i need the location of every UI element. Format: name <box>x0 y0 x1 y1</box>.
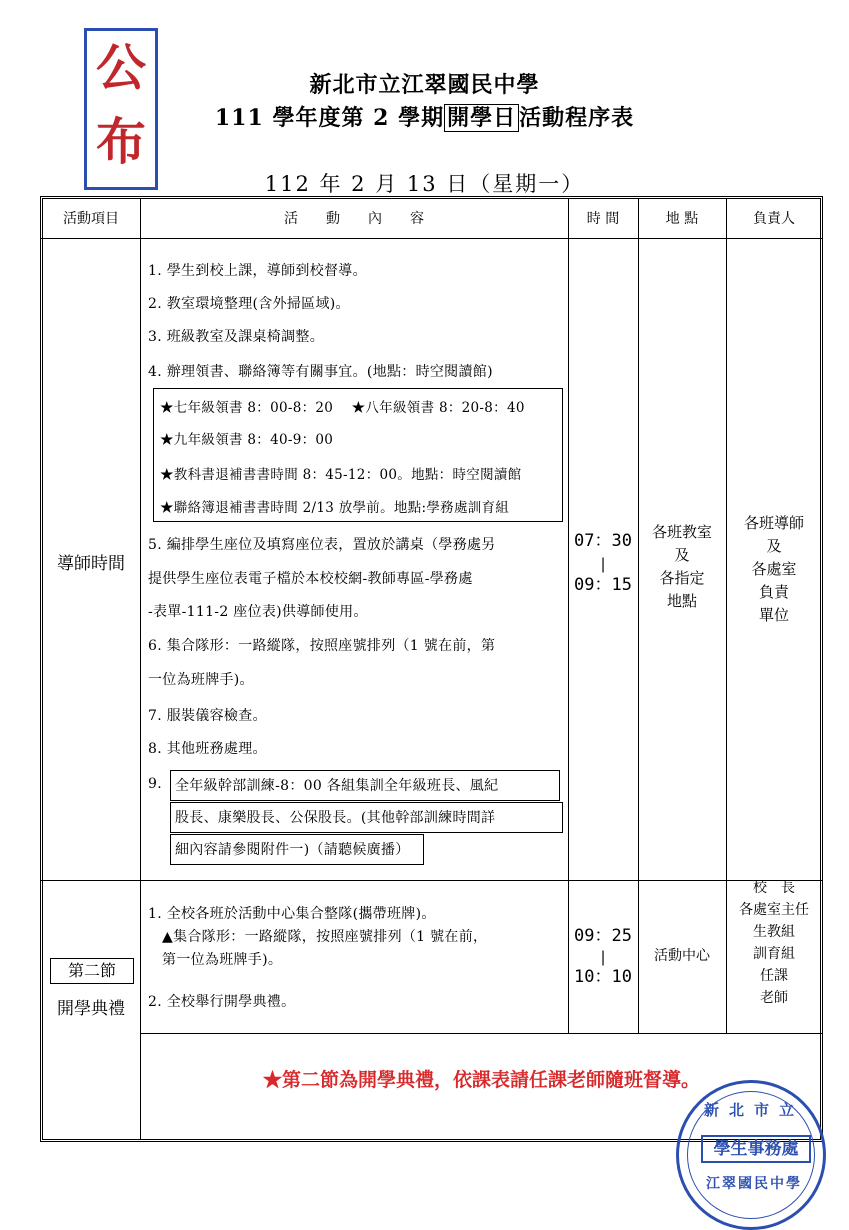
footer-note: ★第二節為開學典禮，依課表請任課老師隨班督導。 <box>262 1069 700 1091</box>
note-divider <box>140 1033 822 1034</box>
list-item-number: 9. <box>148 776 162 792</box>
list-item: 7. 服裝儀容檢查。 <box>148 708 267 724</box>
training-line: 細內容請參閱附件一)（請聽候廣播） <box>175 842 410 858</box>
list-item: 1. 全校各班於活動中心集合整隊(攜帶班牌)。 <box>148 906 436 922</box>
section2-place: 活動中心 <box>654 948 710 964</box>
section1-person <box>726 512 822 627</box>
person-line: 訓育組 <box>753 946 795 962</box>
list-item: 6. 集合隊形：一路縱隊，按照座號排列（1 號在前，第 <box>148 638 496 654</box>
school-title: 新北市立江翠國民中學 <box>309 72 540 98</box>
training-line: 全年級幹部訓練-8：00 各組集訓全年級班長、風紀 <box>175 778 499 794</box>
book-schedule-line: ★聯絡簿退補書書時間 2/13 放學前。地點:學務處訓育組 <box>160 500 510 516</box>
column-line-1 <box>140 199 141 1139</box>
section2-time-separator: | <box>600 948 606 966</box>
section2-name: 開學典禮 <box>57 999 125 1019</box>
list-item: 5. 編排學生座位及填寫座位表，置放於講桌（學務處另 <box>148 537 496 553</box>
person-line: 各處室 <box>751 560 797 578</box>
list-item: 2. 教室環境整理(含外掃區域)。 <box>148 296 350 312</box>
person-line: 老師 <box>760 990 788 1006</box>
seal-middle-text: 學生事務處 <box>701 1135 811 1163</box>
book-schedule-line: ★九年級領書 8：40-9：00 <box>160 432 334 448</box>
person-line: 負責 <box>758 583 789 601</box>
column-line-3 <box>638 199 639 1033</box>
list-item: ▲集合隊形：一路縱隊，按照座號排列（1 號在前， <box>162 929 488 945</box>
header-place: 地 點 <box>665 211 699 227</box>
person-line: 各班導師 <box>743 514 804 532</box>
event-date: 112 年 2 月 13 日（星期一） <box>264 172 585 196</box>
column-line-2 <box>568 199 569 1033</box>
section1-place <box>638 521 726 613</box>
section-divider <box>41 880 822 881</box>
book-schedule-line: ★七年級領書 8：00-8：20 ★八年級領書 8：20-8：40 <box>160 400 525 416</box>
header-content: 活 動 內 容 <box>284 211 424 227</box>
seal-top-text: 新北市立 <box>703 1101 804 1119</box>
list-item: 第一位為班牌手)。 <box>162 952 283 968</box>
person-line: 校 長 <box>753 880 795 896</box>
person-line: 各處室主任 <box>739 902 809 918</box>
title-prefix: 111 學年度第 2 學期 <box>214 105 445 131</box>
section2-person <box>726 877 822 1009</box>
office-seal <box>676 1080 826 1230</box>
place-line: 各指定 <box>659 569 705 587</box>
document-title <box>0 101 849 132</box>
section1-time-separator: | <box>600 555 606 573</box>
person-line: 及 <box>766 537 782 555</box>
place-line: 地點 <box>666 592 697 610</box>
place-line: 及 <box>674 546 690 564</box>
section2-time-end: 10：10 <box>574 967 632 987</box>
title-suffix: 活動程序表 <box>519 105 635 131</box>
section1-time-start: 07：30 <box>574 531 632 551</box>
seal-bottom-text: 江翠國民中學 <box>706 1176 802 1192</box>
book-schedule-line: ★教科書退補書書時間 8：45-12：00。地點：時空閱讀館 <box>160 467 522 483</box>
section2-time-start: 09：25 <box>574 926 632 946</box>
section2-boxed-name: 第二節 <box>50 958 134 984</box>
stamp-char-2: 布 <box>96 112 146 171</box>
list-item: 8. 其他班務處理。 <box>148 741 267 757</box>
person-line: 單位 <box>758 606 789 624</box>
title-boxed-word: 開學日 <box>444 104 519 132</box>
list-item: 4. 辦理領書、聯絡簿等有關事宜。(地點：時空閱讀館) <box>148 364 493 380</box>
person-line: 任課 <box>760 968 788 984</box>
header-item: 活動項目 <box>63 211 119 227</box>
list-item: 一位為班牌手)。 <box>148 672 254 688</box>
list-item: 3. 班級教室及課桌椅調整。 <box>148 329 325 345</box>
place-line: 各班教室 <box>651 523 712 541</box>
list-item: 2. 全校舉行開學典禮。 <box>148 994 296 1010</box>
list-item: -表單-111-2 座位表)供導師使用。 <box>148 604 368 620</box>
header-person: 負責人 <box>753 211 795 227</box>
section1-time-end: 09：15 <box>574 575 632 595</box>
section1-name: 導師時間 <box>57 554 125 574</box>
person-line: 生教組 <box>753 924 795 940</box>
list-item: 提供學生座位表電子檔於本校校網-教師專區-學務處 <box>148 571 473 587</box>
header-divider <box>41 238 822 239</box>
training-line: 股長、康樂股長、公保股長。(其他幹部訓練時間詳 <box>175 810 496 826</box>
list-item: 1. 學生到校上課，導師到校督導。 <box>148 263 367 279</box>
stamp-char-1: 公 <box>96 38 146 97</box>
header-time: 時 間 <box>586 211 620 227</box>
